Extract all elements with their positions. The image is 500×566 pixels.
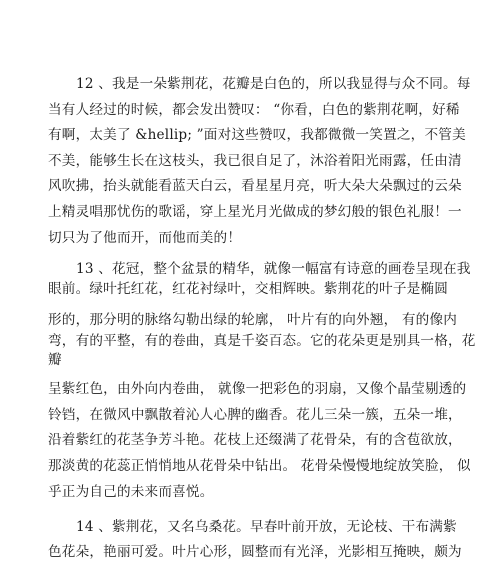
text-line: 形的，那分明的脉络勾勒出绿的轮廓， 叶片有的向外翘， 有的像内 bbox=[48, 312, 458, 328]
text-line: 弯，有的平整，有的卷曲，真是千姿百态。它的花朵更是别具一格，花 bbox=[48, 333, 476, 349]
text-line: 呈紫红色，由外向内卷曲， 就像一把彩色的羽扇，又像个晶莹剔透的 bbox=[48, 381, 467, 397]
text-line: 沿着紫红的花茎争芳斗艳。花枝上还缀满了花骨朵，有的含苞欲放， bbox=[48, 432, 462, 448]
text-line: 瓣 bbox=[48, 352, 62, 368]
text-line: 12 、我是一朵紫荆花，花瓣是白色的，所以我显得与众不同。每 bbox=[76, 76, 471, 92]
text-line: 不美，能够生长在这枝头，我已很自足了，沐浴着阳光雨露，任由清 bbox=[48, 153, 462, 169]
text-line: 那淡黄的花蕊正悄悄地从花骨朵中钻出。 花骨朵慢慢地绽放笑脸， 似 bbox=[48, 458, 471, 474]
text-line: 风吹拂，抬头就能看蓝天白云，看星星月亮，听大朵大朵飘过的云朵 bbox=[48, 178, 462, 194]
text-line: 色花朵，艳丽可爱。叶片心形，圆整而有光泽，光影相互掩映，颇为 bbox=[48, 544, 462, 560]
text-line: 14 、紫荆花，又名乌桑花。早春叶前开放，无论枝、干布满紫 bbox=[76, 519, 457, 535]
text-line: 眼前。绿叶托红花，红花衬绿叶，交相辉映。紫荆花的叶子是椭圆 bbox=[48, 281, 449, 297]
text-line: 当有人经过的时候，都会发出赞叹： “你看，白色的紫荆花啊，好稀 bbox=[48, 102, 460, 118]
text-line: 切只为了他而开，而他而美的！ bbox=[48, 230, 242, 246]
text-line: 上精灵唱那忧伤的歌谣，穿上星光月光做成的梦幻般的银色礼服！一 bbox=[48, 204, 462, 220]
text-line: 乎正为自己的未来而喜悦。 bbox=[48, 484, 214, 500]
text-line: 13 、花冠，整个盆景的精华，就像一幅富有诗意的画卷呈现在我 bbox=[76, 261, 471, 277]
text-line: 铃铛，在微风中飘散着沁人心脾的幽香。花儿三朵一簇，五朵一堆， bbox=[48, 407, 462, 423]
text-line: 有啊，太美了 &hellip; ”面对这些赞叹，我都微微一笑置之，不管美 bbox=[48, 127, 466, 143]
